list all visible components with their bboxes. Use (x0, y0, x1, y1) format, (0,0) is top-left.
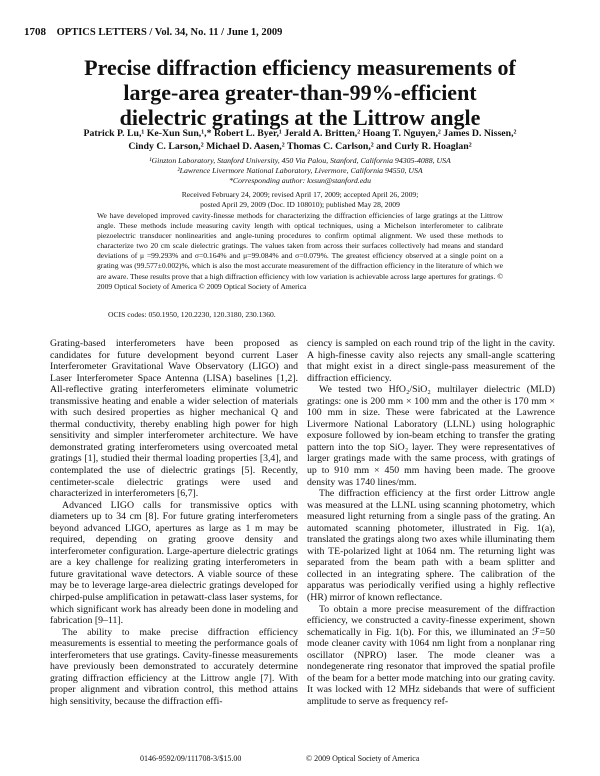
received-line: posted April 29, 2009 (Doc. ID 108010); published May 28, 2009 (200, 200, 400, 209)
ocis-codes: OCIS codes: 050.1950, 120.2230, 120.3180, 230.1360. (108, 310, 276, 319)
affiliations (60, 156, 540, 186)
abstract: We have developed improved cavity-finesse methods for characterizing the diffraction efficiencies of large gratings at the Littrow angle. These methods include measuring cavity length with optical techniques, using a Michelson interferometer to calibrate piezoelectric transducer nonlinearities and angle-tuning procedures to confirm optimal alignment. We used these methods to characterize two 20 cm scale dielectric gratings. The values taken from across their surfaces collectively had means and standard deviations of μ =99.293% and σ=0.164% and μ=99.084% and σ=0.079%. The greatest efficiency observed at a single point on a grating was (99.577±0.002)%, which is also the most accurate measurement of the diffraction efficiency in the literature of which we are aware. These results prove that a high diffraction efficiency with low variation is achievable across large apertures for gratings. © 2009 Optical Society of America © 2009 Optical Society of America (97, 211, 503, 291)
author-line: Cindy C. Larson,² Michael D. Aasen,² Thomas C. Carlson,² and Curly R. Hoaglan² (128, 140, 472, 152)
paper-title (60, 55, 540, 130)
body-paragraph: The ability to make precise diffraction efficiency measurements is essential to meeting the performance goals of interferometers that use gratings. Cavity-finesse measurements have previously been demonstrated to accurately determine grating diffraction efficiency at the Littrow angle [7]. With proper alignment and vibration control, this method attains high sensitivity, because the diffraction effi- (50, 626, 298, 707)
title-line: large-area greater-than-99%-efficient (123, 80, 477, 105)
body-paragraph: Grating-based interferometers have been proposed as candidates for future development beyond current Laser Interferometer Gravitational Wave Observatory (LIGO) and Laser Interferometer Space Antenna (LISA) baselines [1,2]. All-reflective grating interferometers eliminate volumetric transmissive heating and enable a wider selection of materials with such desired properties as higher mechanical Q and thermal conductivity, thereby enabling high power for high sensitivity and simpler interferometer architecture. We have demonstrated grating interferometers using overcoated metal gratings [1], studied their thermal loading properties [3,4], and contemplated the use of dielectric gratings [5]. Recently, centimeter-scale dielectric gratings were used and characterized in interferometers [6,7]. (50, 338, 298, 500)
author-list (60, 128, 540, 153)
affiliation-line: ²Lawrence Livermore National Laboratory, Livermore, California 94550, USA (177, 166, 423, 175)
received-dates (60, 190, 540, 210)
title-line: Precise diffraction efficiency measurements of (84, 55, 516, 80)
title-line: dielectric gratings at the Littrow angle (119, 105, 481, 130)
corresponding-author: *Corresponding author: kxsun@stanford.edu (229, 176, 371, 185)
journal-citation: OPTICS LETTERS / Vol. 34, No. 11 / June 1, 2009 (56, 27, 283, 38)
body-paragraph: To obtain a more precise measurement of the diffraction efficiency, we constructed a cavity-finesse experiment, shown schematically in Fig. 1(b). For this, we illuminated an ℱ=50 mode cleaner cavity with 1064 nm light from a nonplanar ring oscillator (NPRO) laser. The mode cleaner was a nondegenerate ring resonator that improved the spatial profile of the beam for a better mode matching into our grating cavity. It was locked with 12 MHz sidebands that were of sufficient amplitude to serve as frequency ref- (307, 603, 555, 707)
affiliation-line: ¹Ginzton Laboratory, Stanford University, 450 Via Palou, Stanford, California 94305-4088, USA (149, 156, 451, 165)
body-paragraph: ciency is sampled on each round trip of the light in the cavity. A high-finesse cavity also rejects any small-angle scattering that might exist in a direct single-pass measurement of the diffraction efficiency. (307, 338, 555, 384)
body-column-right (307, 338, 555, 708)
footer-code: 0146-9592/09/111708-3/$15.00 (140, 754, 242, 763)
running-header (24, 26, 282, 38)
body-column-left (50, 338, 298, 708)
footer-copyright: © 2009 Optical Society of America (306, 754, 420, 763)
body-paragraph: Advanced LIGO calls for transmissive optics with diameters up to 34 cm [8]. For future grating interferometers beyond advanced LIGO, apertures as large as 1 m may be required, depending on grating groove density and interferometer configuration. Large-aperture dielectric gratings are a key challenge for realizing grating interferometers in future gravitational wave detectors. A viable source of these may be to leverage large-area dielectric gratings developed for chirped-pulse amplification in petawatt-class laser systems, for which significant work has already been done in modeling and fabrication [9–11]. (50, 499, 298, 627)
page-number: 1708 (24, 26, 46, 38)
body-paragraph: The diffraction efficiency at the first order Littrow angle was measured at the LLNL using scanning photometry, which measured light returning from a single pass of the grating. An automated scanning photometer, illustrated in Fig. 1(a), translated the gratings along two axes while illuminating them with TE-polarized light at 1064 nm. The returning light was separated from the beam path with a beam splitter and collected in an integrating sphere. The calibration of the apparatus was periodically verified using a highly reflective (HR) mirror of known reflectance. (307, 488, 555, 604)
received-line: Received February 24, 2009; revised April 17, 2009; accepted April 26, 2009; (181, 190, 419, 199)
author-line: Patrick P. Lu,¹ Ke-Xun Sun,¹,* Robert L. Byer,¹ Jerald A. Britten,² Hoang T. Nguyen,² James D. Nissen,² (83, 128, 517, 139)
body-paragraph: We tested two HfO₂/SiO₂ multilayer dielectric (MLD) gratings: one is 200 mm × 100 mm and the other is 170 mm × 100 mm in size. These were fabricated at the Lawrence Livermore National Laboratory (LLNL) using holographic exposure followed by ion-beam etching to transfer the grating pattern into the top SiO₂ layer. They were representatives of larger gratings made with the same process, with gratings of up to 910 mm × 450 mm having been made. The groove density was 1740 lines/mm. (307, 384, 555, 488)
